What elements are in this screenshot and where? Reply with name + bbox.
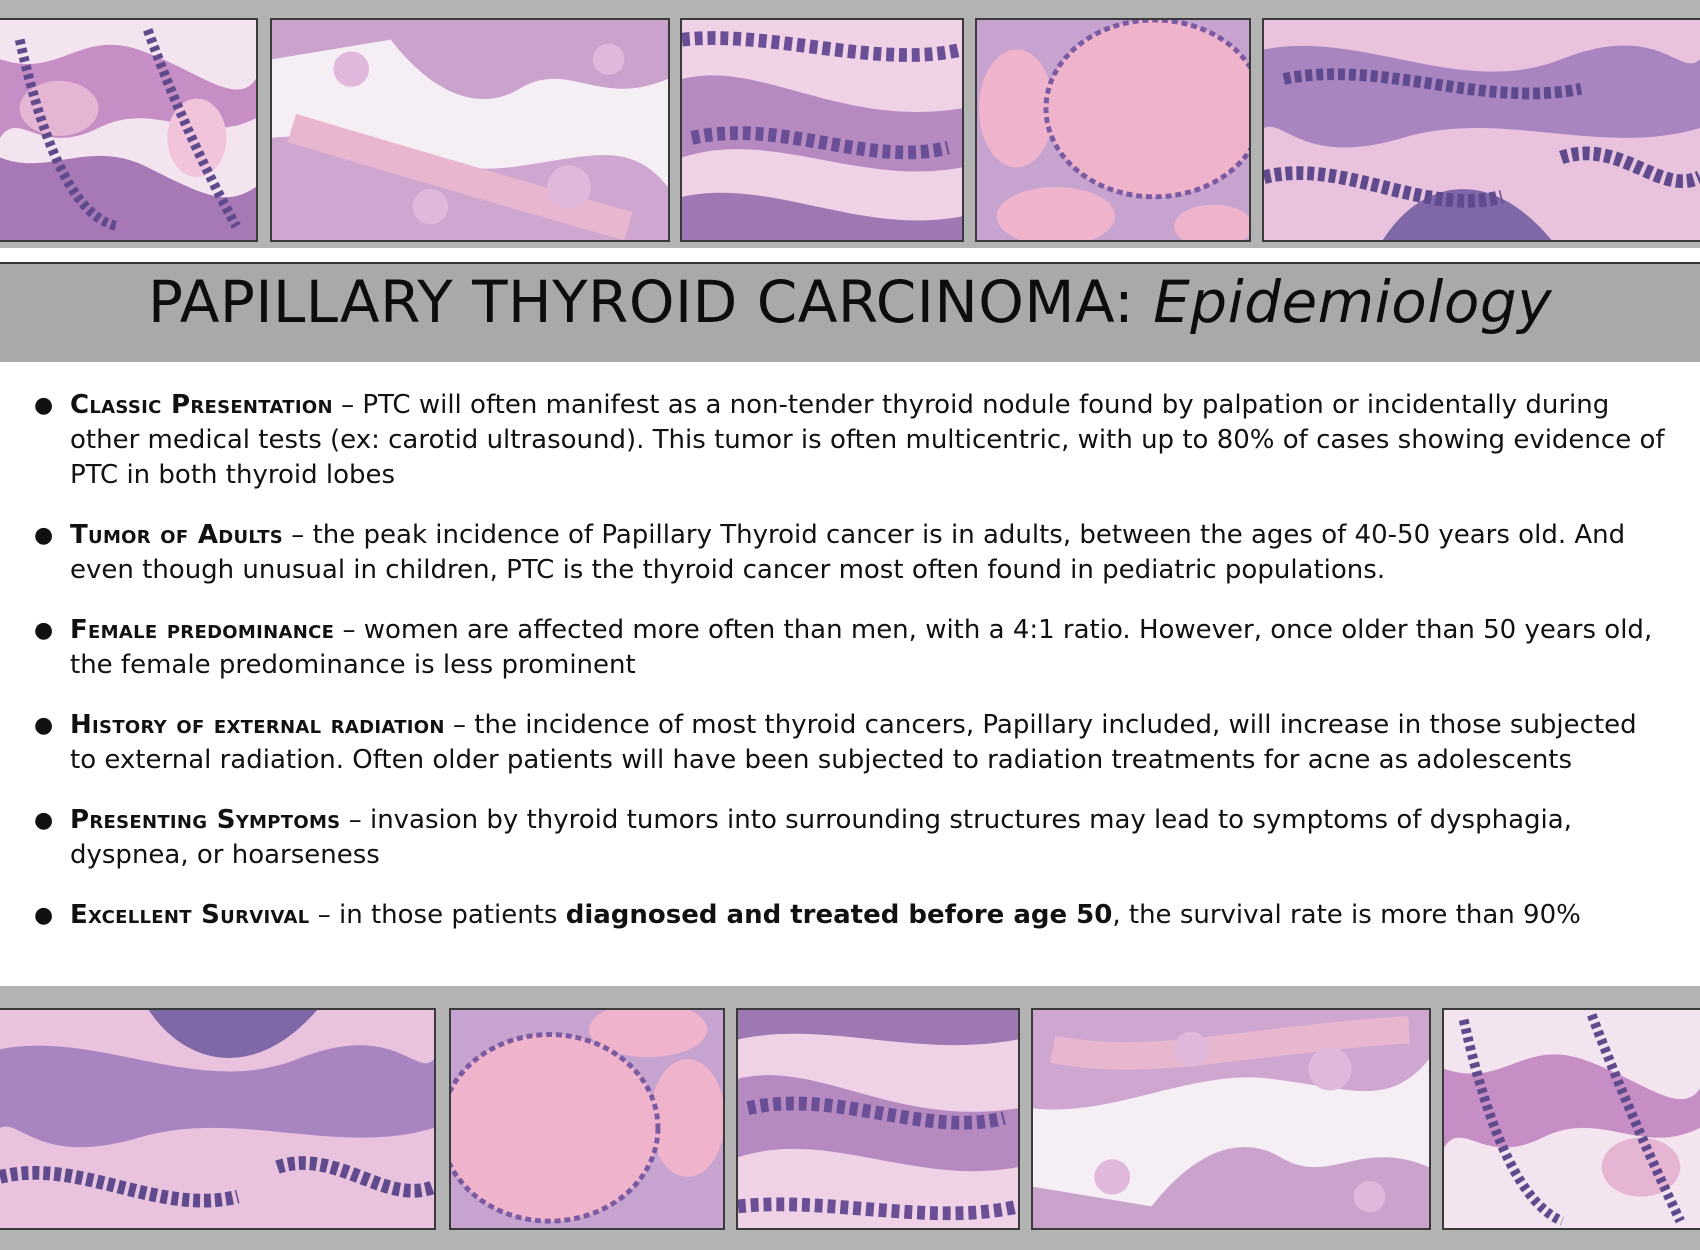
bullet-item-classic-presentation	[30, 388, 1670, 493]
histology-image-low-power	[1031, 1008, 1431, 1230]
term-description: – women are affected more often than men, with a 4:1 ratio. However, once older than 50 years old, the female predominance is less prominent	[70, 615, 1653, 680]
term-label: Excellent Survival	[70, 900, 310, 930]
bullet-item-tumor-of-adults	[30, 518, 1670, 588]
histology-image-colloid	[975, 18, 1251, 242]
title-sub: Epidemiology	[1153, 268, 1553, 336]
histology-image-papillae	[0, 18, 258, 242]
highlight-text: diagnosed and treated before age 50	[565, 900, 1113, 930]
bullet-item-presenting-symptoms	[30, 803, 1670, 873]
histology-image-low-power	[270, 18, 670, 242]
term-description: – the incidence of most thyroid cancers, Papillary included, will increase in those subjected to external radiation. Often older patients will have been subjected to radiation treatments for acne as adolescents	[70, 710, 1637, 775]
term-label: Female predominance	[70, 615, 335, 645]
term-label: Classic Presentation	[70, 390, 333, 420]
bullet-icon: ●	[34, 713, 54, 738]
histology-image-nuclei	[736, 1008, 1020, 1230]
page-title	[148, 268, 1552, 336]
term-label: Presenting Symptoms	[70, 805, 341, 835]
bullet-icon: ●	[34, 618, 54, 643]
bullet-icon: ●	[34, 808, 54, 833]
term-description: – the peak incidence of Papillary Thyroid cancer is in adults, between the ages of 40-50 years old. And even though unusual in children, PTC is the thyroid cancer most often found in pediatric populations.	[70, 520, 1626, 585]
term-description: – invasion by thyroid tumors into surrounding structures may lead to symptoms of dysphagia, dyspnea, or hoarseness	[70, 805, 1572, 870]
bullet-item-external-radiation	[30, 708, 1670, 778]
histology-image-papillae	[1442, 1008, 1700, 1230]
bullet-item-excellent-survival	[30, 898, 1670, 933]
bullet-icon: ●	[34, 523, 54, 548]
bottom-image-strip	[0, 986, 1700, 1250]
bullet-icon: ●	[34, 903, 54, 928]
term-description: – in those patients	[309, 900, 566, 930]
title-band	[0, 262, 1700, 342]
term-label: History of external radiation	[70, 710, 445, 740]
bullet-list	[30, 388, 1670, 958]
histology-image-papillary-clusters	[0, 1008, 436, 1230]
bullet-icon: ●	[34, 393, 54, 418]
top-image-strip	[0, 0, 1700, 248]
bullet-item-female-predominance	[30, 613, 1670, 683]
histology-image-colloid	[449, 1008, 725, 1230]
title-divider	[0, 340, 1700, 362]
title-main: PAPILLARY THYROID CARCINOMA:	[147, 268, 1135, 336]
term-label: Tumor of Adults	[70, 520, 284, 550]
term-description-end: , the survival rate is more than 90%	[1112, 900, 1581, 930]
term-description: – PTC will often manifest as a non-tender thyroid nodule found by palpation or incidentally during other medical tests (ex: carotid ultrasound). This tumor is often multicentric, with up to 80% of cases showing evidence of PTC in both thyroid lobes	[70, 390, 1665, 490]
histology-image-papillary-clusters	[1262, 18, 1700, 242]
histology-image-nuclei	[680, 18, 964, 242]
